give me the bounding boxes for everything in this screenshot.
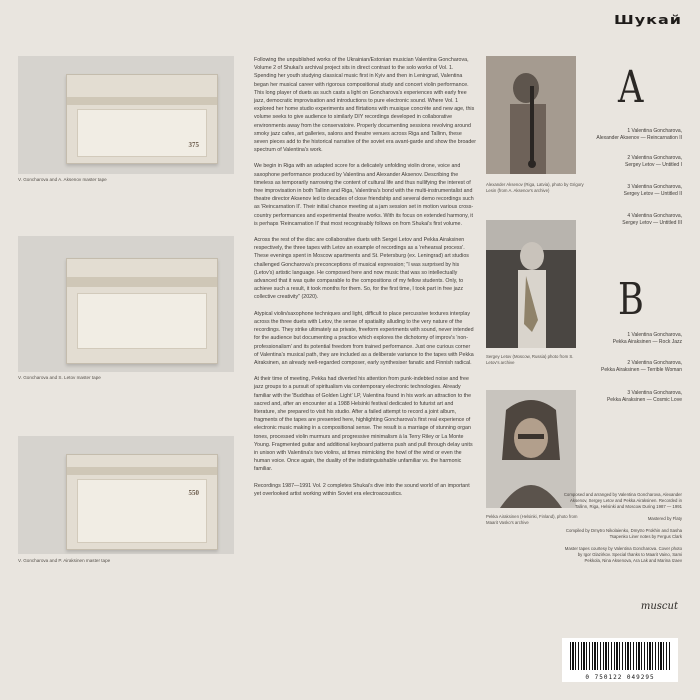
portrait-caption: Sergey Letov (Moscow, Russia) photo from S. Letov's archive bbox=[486, 354, 574, 365]
liner-notes bbox=[254, 56, 476, 506]
credits bbox=[562, 492, 682, 570]
track-b3: 3 Valentina Goncharova, Pekka Airaksinen — Cosmic Love bbox=[606, 390, 682, 404]
shukai-logo: Шукай bbox=[613, 12, 682, 28]
tape-caption: V. Goncharova and P. Airaksinen master tape bbox=[18, 558, 111, 563]
credit-block: Mastered by Flaty bbox=[647, 516, 682, 521]
track-a4: 4 Valentina Goncharova, Sergey Letov — Untitled III bbox=[622, 213, 682, 227]
barcode bbox=[562, 638, 678, 682]
muscut-label-mark: muscut bbox=[640, 601, 678, 612]
barcode-bars bbox=[570, 642, 670, 670]
liner-paragraph: Across the rest of the disc are collaborative duets with Sergei Letov and Pekka Airaksinen respectively, the three tapes with Letov an example of recordings as a 'rehearsal process'. These evenings spent in Moscow apartments and St. Petersburg (ex. Leningrad) art studios challenged Goncharova's preconceptions of musical expression; "I was surprised by his (Letov's) artistic language. He composed here and now music that was so intellectually advanced that it was quite comparable to the compositions of my fellow students. Only, to achieve such a result, it took months for them. So, for the first time, I took part in free jazz collective creativity" (2020). bbox=[254, 237, 469, 301]
portrait-caption: Pekka Airaksinen (Helsinki, Finland), photo from Maarit Vasko's archive bbox=[486, 514, 578, 525]
tape-caption: V. Goncharova and S. Letov master tape bbox=[18, 375, 101, 380]
tape-photo-3 bbox=[18, 436, 234, 554]
side-a-letter: A bbox=[618, 62, 644, 113]
track-a1: 1 Valentina Goncharova, Alexander Aksenov — Reincarnation II bbox=[596, 128, 682, 142]
credit-block: Master tapes courtesy by Valentina Goncharova. Cover photo by Igor Glazirkov. Special thanks to Maarit Vaino, Sami Pekkola, Nina Aksenova, Ara Lak and Marina Izaev bbox=[564, 546, 682, 563]
liner-paragraph: Atypical violin/saxophone techniques and light, difficult to place percussive textures interplay across the three duets with Letov, the sense of spatiality alluding to the very nature of the recordings. They strike ultimately as private, freeform experiments with sound, never intended for the audience but documenting a practice which explores the dichotomy of improv's 'non-professionalism' and its potential freedom from trained performance. Just one curious corner of Valentina's musical path, they are included as a deliberate variance to the tapes with Pekka Airaksinen, an already well-regarded composer, early synthesiser fanatic and Finnish radical. bbox=[254, 310, 474, 366]
portrait-letov bbox=[486, 220, 576, 348]
liner-paragraph: Following the unpublished works of the Ukrainian/Estonian musician Valentina Goncharova, Volume 2 of Shukai's archival project sits in direct contrast to the solo works of Vol. 1. Spending her youth studying classical music first in Kyiv and then in Leningrad, Valentina began her musical career with rigorous compositional study and concert violin performance. This long player of duets as such casts a light on Goncharova's experiences with early free jazz, democratic improvisation and introductions to pure electronic sound. Where Vol. 1 explored her home studio experiments and flirtations with musique concrète and new age, this volume seeks to give audience to similarly DIY recordings developed in collaborative environments away from the conservatoire. Properly documenting sessions revolving around smoky jazz cafes, art galleries, salons and theatre venues across Riga and Tallinn, these seven pieces add to the historical narrative of the soviet era avant-garde and show the broader spectrum of Valentina's work. bbox=[254, 57, 477, 154]
credit-block: Compiled by Dmytro Nikolaienko, Dmytro Prokhin and Sasha Tsapenko Liner notes by Fergus Clark bbox=[565, 528, 682, 539]
liner-paragraph: Recordings 1987—1991 Vol. 2 completes Shukai's dive into the sound world of an important yet overlooked artist working within Soviet era electroacoustics. bbox=[254, 482, 470, 497]
credit-block: Composed and arranged by Valentina Goncharova, Alexander Aksenov, Sergey Letov and Pekka Airaksinen. Recorded in Tallinn, Riga, Helsinki and Moscow During 1987 — 1991 bbox=[563, 492, 682, 509]
track-a3: 3 Valentina Goncharova, Sergey Letov — Untitled II bbox=[623, 184, 682, 198]
tape-caption: V. Goncharova and A. Aksenov master tape bbox=[18, 177, 107, 182]
portrait-caption: Alexander Aksenov (Riga, Latvia), photo by Grigory Lesin (from A. Aksenov's archive) bbox=[486, 182, 584, 193]
barcode-number: 0 750122 049295 bbox=[585, 674, 655, 681]
portrait-aksenov bbox=[486, 56, 576, 174]
side-b-letter: B bbox=[618, 274, 644, 325]
liner-paragraph: We begin in Riga with an adapted score for a delicately unfolding violin drone, voice and saxophone performance produced by Valentina and Alexander Aksenov. Describing the timeless as temporarily narrowing the content of cultural life and thus nullifying the interest of free improvisation in both Tallinn and Riga, Valentina's bond with the multi-instrumentalist and theatre director Aksenov led to decades of close friendship and several demo recordings such as 'Reincarnation II'. Their initial chance meeting at a jam session set in motion various cross-country performances and experimental theatre works. With its focus on extended harmony, it is perhaps 'Reincarnation II' that most recognisably follows on from Shukai's first volume. bbox=[254, 163, 474, 227]
tape-photo-1 bbox=[18, 56, 234, 174]
track-b2: 2 Valentina Goncharova, Pekka Airaksinen — Terrible Woman bbox=[601, 360, 682, 374]
tape-photo-2 bbox=[18, 236, 234, 372]
track-b1: 1 Valentina Goncharova, Pekka Airaksinen — Rock Jazz bbox=[612, 332, 682, 346]
track-a2: 2 Valentina Goncharova, Sergey Letov — Untitled I bbox=[625, 155, 682, 169]
tape-number: 375 bbox=[188, 141, 199, 149]
liner-paragraph: At their time of meeting, Pekka had diverted his attention from punk-indebted noise and free jazz groups to a pursuit of spiritualism via contemporary electronic technologies. Already familiar with the 'Buddhas of Golden Light' LP, Valentina found in his work an attraction to the sacred and, after an encounter at a 1988 Helsinki festival dedicated to futurist art and literature, she prepared to visit his studio. After a failed attempt to record a joint album, fragments of the tapes are presented here, highlighting Goncharova's first real experience of electronic music making in a compositional sense. The result is a marriage of stunning organ tones, processed violin murmurs and progressive minimalism à la Terry Riley or La Monte Young. Fragmented guitar and additional keyboard patterns push and pull through delay units in unison with Valentina's two violins, at times mimicking the howl of the wind or even the human voice. Once again, the duality of the indistinguishable unfamiliar vs. the harmonic familiar. bbox=[254, 376, 473, 473]
portrait-airaksinen bbox=[486, 390, 576, 508]
tape-number: 550 bbox=[188, 489, 199, 497]
